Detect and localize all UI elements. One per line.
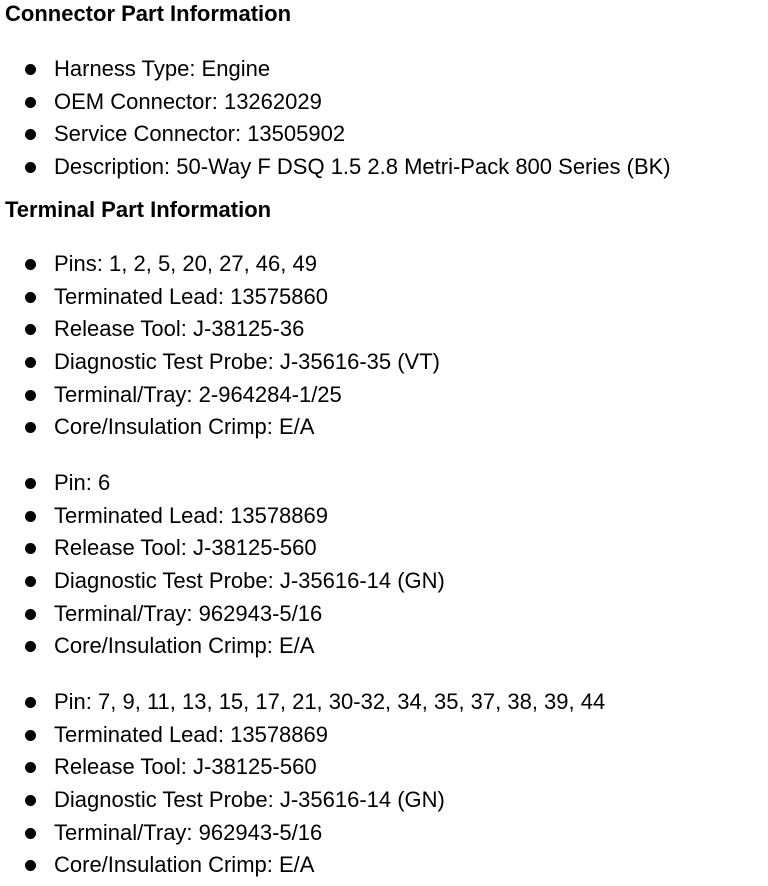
- bullet-icon: [25, 259, 36, 270]
- connector-part-information-heading: Connector Part Information: [5, 1, 292, 26]
- list-item-text: Release Tool: J-38125-560: [54, 535, 317, 561]
- bullet-icon: [25, 129, 36, 140]
- list-item-text: Terminated Lead: 13575860: [54, 283, 328, 309]
- bullet-icon: [25, 511, 36, 522]
- list-item-text: Terminated Lead: 13578869: [54, 721, 328, 747]
- bullet-icon: [25, 324, 36, 335]
- bullet-icon: [25, 64, 36, 75]
- bullet-icon: [25, 730, 36, 741]
- bullet-icon: [25, 390, 36, 401]
- bullet-icon: [25, 828, 36, 839]
- bullet-icon: [25, 543, 36, 554]
- list-item-text: Pin: 6: [54, 470, 111, 495]
- list-item-text: Diagnostic Test Probe: J-35616-14 (GN): [54, 568, 445, 594]
- bullet-icon: [25, 576, 36, 587]
- list-item-text: Terminal/Tray: 962943-5/16: [54, 600, 323, 626]
- bullet-icon: [25, 422, 36, 433]
- list-item-text: OEM Connector: 13262029: [54, 88, 322, 114]
- list-item-text: Pin: 7, 9, 11, 13, 15, 17, 21, 30-32, 34, 35, 37, 38, 39, 44: [54, 689, 606, 714]
- list-item-text: Pins: 1, 2, 5, 20, 27, 46, 49: [54, 251, 317, 276]
- list-item-text: Terminated Lead: 13578869: [54, 502, 328, 528]
- bullet-icon: [25, 162, 36, 173]
- list-item-text: Diagnostic Test Probe: J-35616-14 (GN): [54, 787, 445, 813]
- list-item-text: Service Connector: 13505902: [54, 121, 346, 147]
- list-item-text: Description: 50-Way F DSQ 1.5 2.8 Metri-Pack 800 Series (BK): [54, 154, 671, 180]
- bullet-icon: [25, 641, 36, 652]
- bullet-icon: [25, 97, 36, 108]
- list-item-text: Core/Insulation Crimp: E/A: [54, 633, 315, 659]
- list-item-text: Harness Type: Engine: [54, 56, 271, 81]
- bullet-icon: [25, 697, 36, 708]
- list-item-text: Terminal/Tray: 2-964284-1/25: [54, 381, 342, 407]
- terminal-part-information-heading: Terminal Part Information: [5, 197, 272, 222]
- list-item-text: Diagnostic Test Probe: J-35616-35 (VT): [54, 349, 440, 375]
- bullet-icon: [25, 357, 36, 368]
- bullet-icon: [25, 292, 36, 303]
- bullet-icon: [25, 860, 36, 871]
- bullet-icon: [25, 609, 36, 620]
- bullet-icon: [25, 795, 36, 806]
- list-item-text: Release Tool: J-38125-36: [54, 316, 305, 342]
- list-item-text: Release Tool: J-38125-560: [54, 754, 317, 780]
- bullet-icon: [25, 478, 36, 489]
- bullet-icon: [25, 762, 36, 773]
- list-item-text: Core/Insulation Crimp: E/A: [54, 852, 315, 878]
- list-item-text: Core/Insulation Crimp: E/A: [54, 414, 315, 440]
- list-item-text: Terminal/Tray: 962943-5/16: [54, 819, 323, 845]
